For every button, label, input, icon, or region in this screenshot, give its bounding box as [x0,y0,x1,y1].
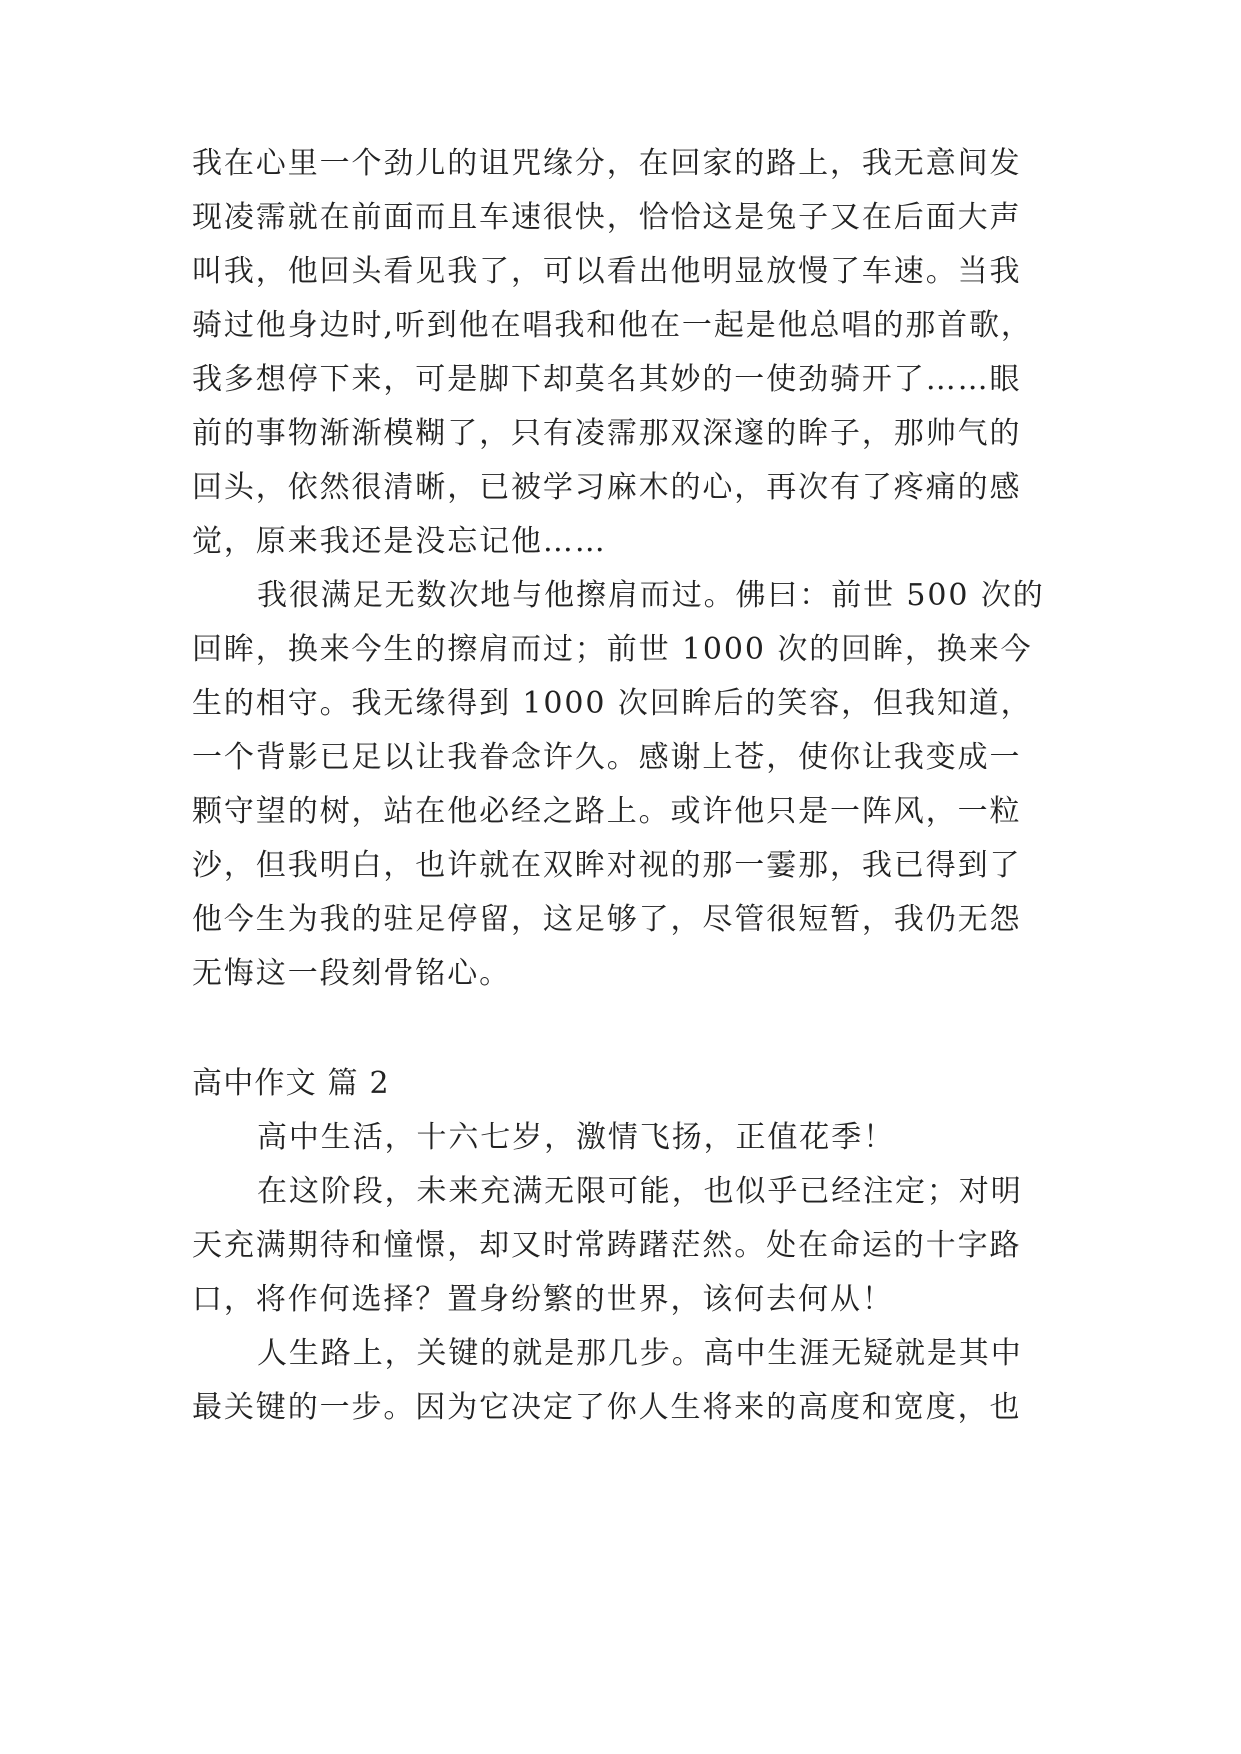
body-text-line: 沙，但我明白，也许就在双眸对视的那一霎那，我已得到了 [192,848,1022,883]
body-text-line: 一个背影已足以让我眷念许久。感谢上苍，使你让我变成一 [192,740,1022,775]
body-text-line: 觉，原来我还是没忘记他…… [192,524,607,559]
body-text-line: 现凌霈就在前面而且车速很快，恰恰这是兔子又在后面大声 [192,200,1022,235]
body-text-line: 骑过他身边时,听到他在唱我和他在一起是他总唱的那首歌， [192,308,1033,343]
body-text-line: 在这阶段，未来充满无限可能，也似乎已经注定；对明 [257,1174,1023,1209]
body-text-line: 回眸，换来今生的擦肩而过；前世 1000 次的回眸，换来今 [192,632,1033,667]
body-text-line: 他今生为我的驻足停留，这足够了，尽管很短暂，我仍无怨 [192,902,1022,937]
body-text-line: 颗守望的树，站在他必经之路上。或许他只是一阵风，一粒 [192,794,1022,829]
section-heading: 高中作文 篇 2 [192,1066,390,1101]
body-text-line: 人生路上，关键的就是那几步。高中生涯无疑就是其中 [257,1336,1023,1371]
body-text-line: 叫我，他回头看见我了，可以看出他明显放慢了车速。当我 [192,254,1022,289]
body-text-line: 无悔这一段刻骨铭心。 [192,956,511,991]
body-text-line: 高中生活，十六七岁，激情飞扬，正值花季！ [257,1120,895,1155]
body-text-line: 我很满足无数次地与他擦肩而过。佛曰：前世 500 次的 [257,578,1045,613]
body-text-line: 前的事物渐渐模糊了，只有凌霈那双深邃的眸子，那帅气的 [192,416,1022,451]
body-text-line: 口，将作何选择？置身纷繁的世界，该何去何从！ [192,1282,894,1317]
body-text-line: 我在心里一个劲儿的诅咒缘分，在回家的路上，我无意间发 [192,146,1022,181]
body-text-line: 我多想停下来，可是脚下却莫名其妙的一使劲骑开了……眼 [192,362,1022,397]
body-text-line: 最关键的一步。因为它决定了你人生将来的高度和宽度，也 [192,1390,1022,1425]
body-text-line: 生的相守。我无缘得到 1000 次回眸后的笑容，但我知道， [192,686,1033,721]
body-text-line: 天充满期待和憧憬，却又时常踌躇茫然。处在命运的十字路 [192,1228,1022,1263]
body-text-line: 回头，依然很清晰，已被学习麻木的心，再次有了疼痛的感 [192,470,1022,505]
